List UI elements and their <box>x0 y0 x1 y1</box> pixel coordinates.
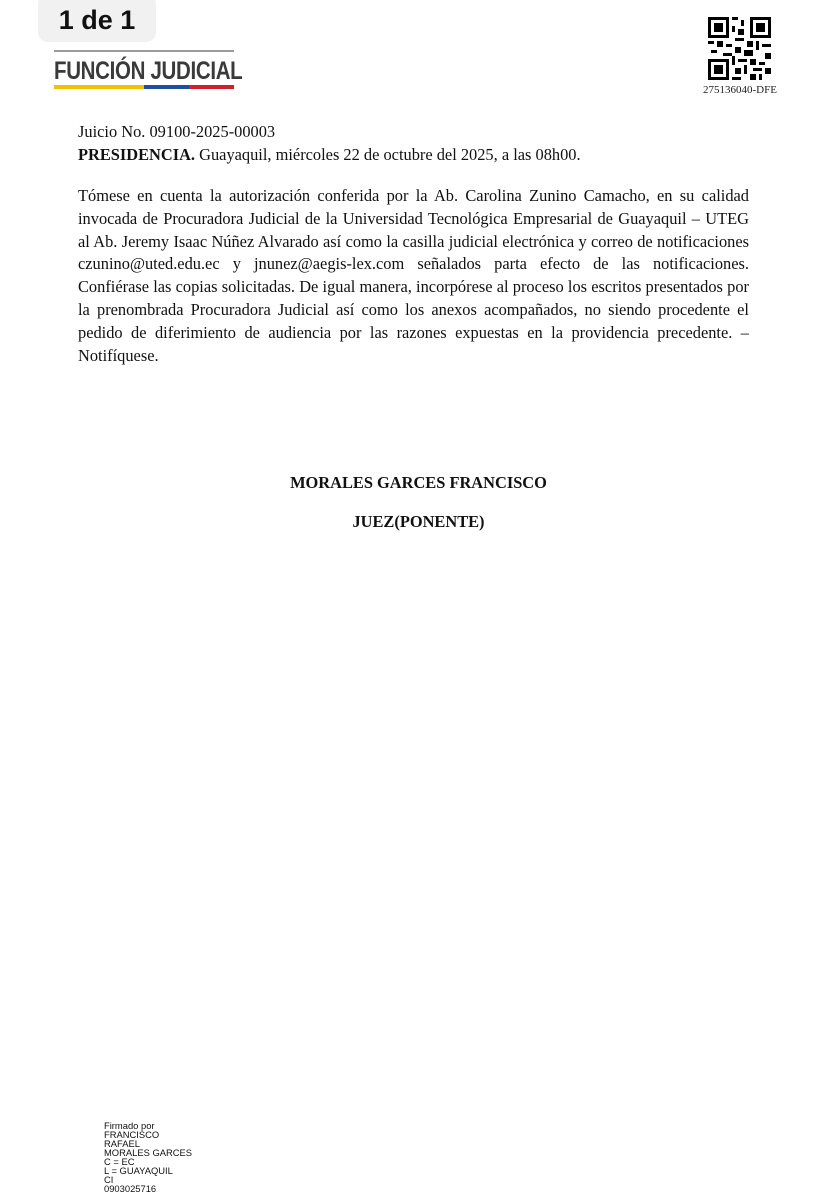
page-indicator: 1 de 1 <box>38 0 156 42</box>
flag-stripe <box>54 85 234 89</box>
stamp-line: FRANCISCO <box>104 1129 160 1140</box>
presidencia-label: PRESIDENCIA. <box>78 145 196 164</box>
stamp-line: Firmado por <box>104 1120 155 1131</box>
flag-red <box>189 85 234 89</box>
document-code: 275136040-DFE <box>703 84 777 96</box>
stamp-line: RAFAEL <box>104 1138 140 1149</box>
stamp-line: CI <box>104 1174 114 1185</box>
stamp-line: C = EC <box>104 1156 135 1167</box>
qr-code-icon <box>708 17 771 80</box>
stamp-line: 0903025716 <box>104 1183 157 1194</box>
electronic-signature-stamp <box>104 1121 192 1193</box>
case-number: Juicio No. 09100-2025-00003 <box>78 122 276 141</box>
stamp-line: MORALES GARCES <box>104 1147 193 1158</box>
document-header <box>78 143 749 166</box>
signer-name: MORALES GARCES FRANCISCO <box>290 473 547 492</box>
logo-text: FUNCIÓN JUDICIAL <box>54 57 243 85</box>
flag-blue <box>144 85 189 89</box>
funcion-judicial-logo <box>54 50 243 89</box>
signer-title: JUEZ(PONENTE) <box>352 512 485 531</box>
providencia-paragraph: Tómese en cuenta la autorización conferida por la Ab. Carolina Zunino Camacho, en su calidad invocada de Procuradora Judicial de la Universidad Tecnológica Empresarial de Guayaquil – UTEG al Ab. Jeremy Isaac Núñez Alvarado así como la casilla judicial electrónica y correo de notificaciones czunino@uted.edu.ec y jnunez@aegis-lex.com señalados parta efecto de las notificaciones. Confiérase las copias solicitadas. De igual manera, incorpórese al proceso los escritos presentados por la prenombrada Procuradora Judicial así como los anexos acompañados, no siendo procedente el pedido de diferimiento de audiencia por las razones expuestas en la providencia precedente. – Notifíquese. <box>78 186 749 365</box>
flag-yellow <box>54 85 144 89</box>
logo-top-rule <box>54 50 234 52</box>
document-body <box>78 120 749 367</box>
stamp-line: L = GUAYAQUIL <box>104 1165 173 1176</box>
date-location: Guayaquil, miércoles 22 de octubre del 2025, a las 08h00. <box>195 145 581 164</box>
